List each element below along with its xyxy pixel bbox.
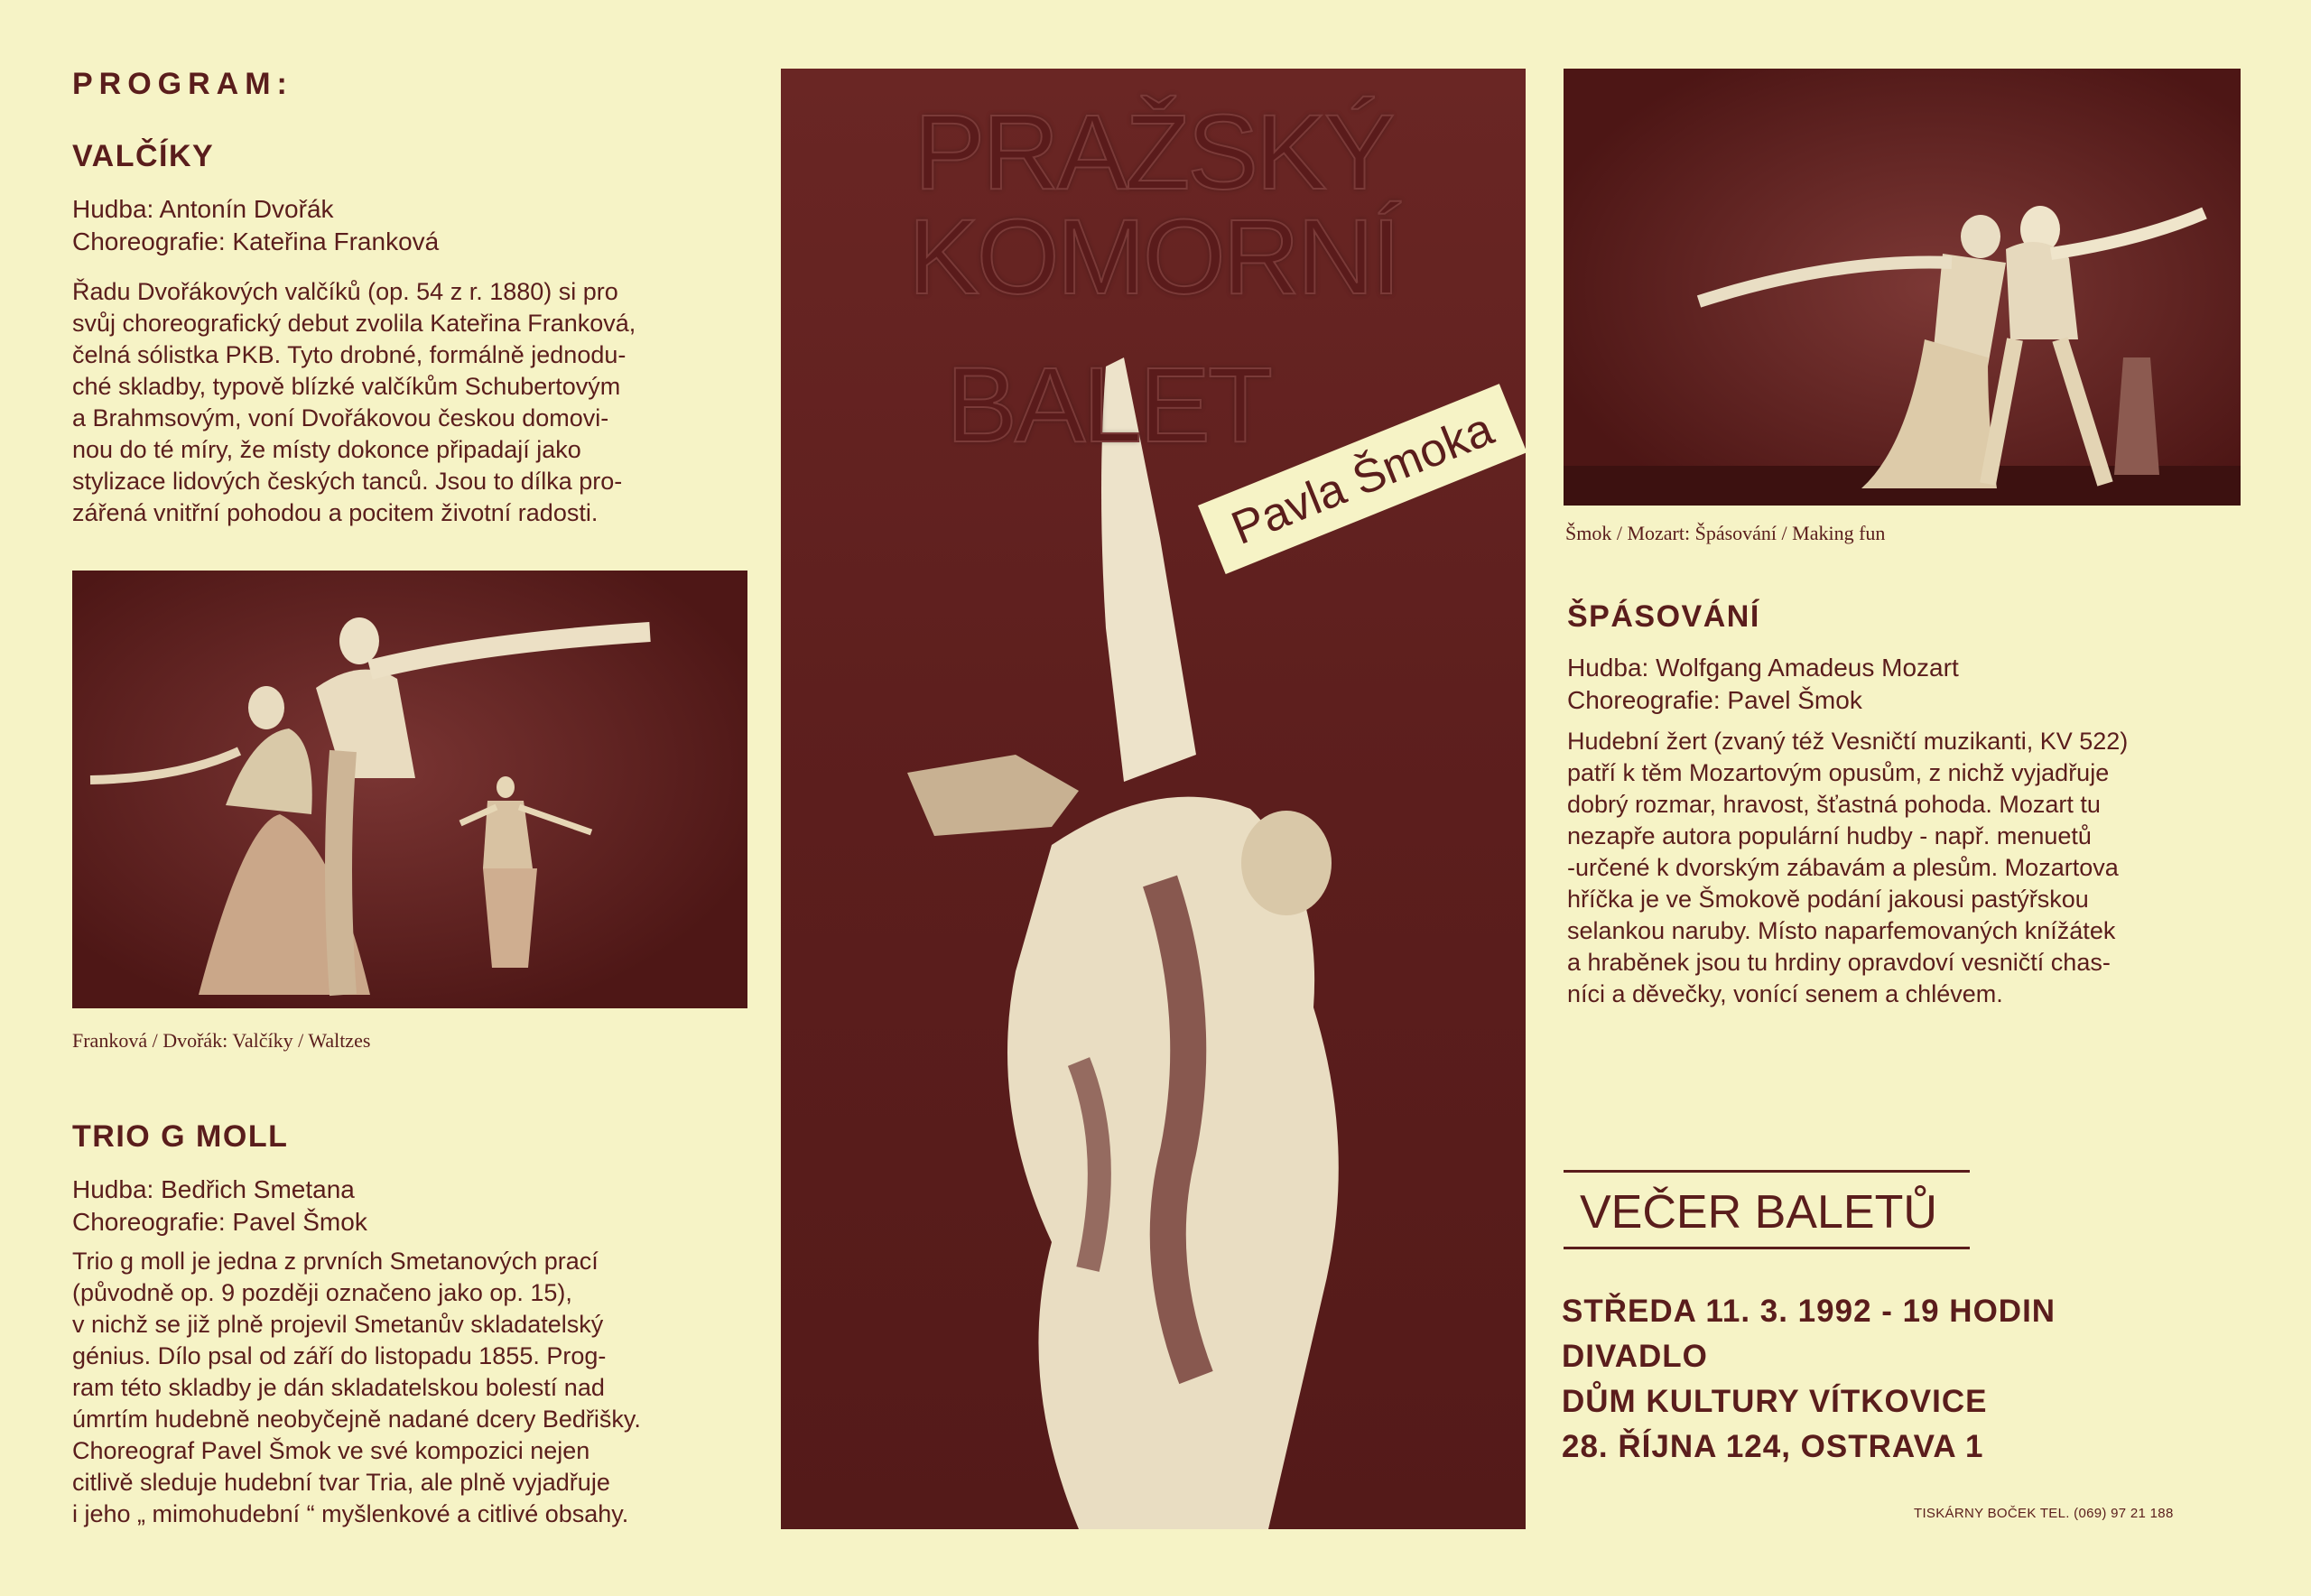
valciky-line: čelná sólistka PKB. Tyto drobné, formálně jednodu- xyxy=(72,341,626,368)
poster-panel xyxy=(781,69,1526,1529)
spasovani-line: a hraběnek jsou tu hrdiny opravdoví vesničtí chas- xyxy=(1567,949,2111,976)
evening-title: VEČER BALETŮ xyxy=(1564,1170,1970,1249)
trio-line: v nichž se již plně projevil Smetanův skladatelský xyxy=(72,1311,604,1338)
spasovani-line: Hudební žert (zvaný též Vesničtí muzikanti, KV 522) xyxy=(1567,728,2129,755)
poster-title-line-3: BALET xyxy=(946,346,1270,465)
valciky-line: stylizace lidových českých tanců. Jsou to dílka pro- xyxy=(72,468,623,495)
trio-credits xyxy=(72,1174,367,1239)
valciky-photo xyxy=(72,571,747,1008)
spasovani-photo xyxy=(1564,69,2241,506)
trio-title: TRIO G MOLL xyxy=(72,1119,289,1154)
valciky-credits xyxy=(72,193,439,258)
spasovani-credits xyxy=(1567,652,1959,717)
valciky-line: ché skladby, typově blízké valčíkům Schubertovým xyxy=(72,373,621,400)
spasovani-body xyxy=(1567,726,2128,1010)
event-address: 28. ŘÍJNA 124, OSTRAVA 1 xyxy=(1562,1429,1984,1464)
trio-line: i jeho „ mimohudební “ myšlenkové a citlivé obsahy. xyxy=(72,1500,629,1527)
valciky-line: Řadu Dvořákových valčíků (op. 54 z r. 1880) si pro xyxy=(72,278,618,305)
trio-body xyxy=(72,1246,641,1530)
event-date: STŘEDA 11. 3. 1992 - 19 HODIN xyxy=(1562,1294,2056,1329)
trio-line: úmrtím hudebně neobyčejně nadané dcery Bedřišky. xyxy=(72,1406,641,1433)
spasovani-title: ŠPÁSOVÁNÍ xyxy=(1567,599,1760,634)
spasovani-music: Hudba: Wolfgang Amadeus Mozart xyxy=(1567,654,1959,682)
valciky-line: a Brahmsovým, voní Dvořákovou českou domovi- xyxy=(72,404,609,431)
trio-music: Hudba: Bedřich Smetana xyxy=(72,1175,355,1203)
event-info xyxy=(1562,1289,2056,1470)
valciky-line: svůj choreografický debut zvolila Kateřina Franková, xyxy=(72,310,636,337)
spasovani-line: dobrý rozmar, hravost, šťastná pohoda. Mozart tu xyxy=(1567,791,2101,818)
valciky-caption: Franková / Dvořák: Valčíky / Waltzes xyxy=(72,1029,371,1052)
poster-title-line-2: KOMORNÍ xyxy=(908,198,1398,317)
valciky-music: Hudba: Antonín Dvořák xyxy=(72,195,334,223)
spasovani-line: patří k těm Mozartovým opusům, z nichž vyjadřuje xyxy=(1567,759,2110,786)
spasovani-line: níci a děvečky, vonící senem a chlévem. xyxy=(1567,980,2003,1007)
spasovani-caption: Šmok / Mozart: Špásování / Making fun xyxy=(1565,522,1886,544)
trio-line: citlivě sleduje hudební tvar Tria, ale plně vyjadřuje xyxy=(72,1469,610,1496)
spasovani-line: selankou naruby. Místo naparfemovaných knížátek xyxy=(1567,917,2116,944)
poster-banner-text: Pavla Šmoka xyxy=(1224,403,1501,555)
valciky-body xyxy=(72,276,636,529)
valciky-line: nou do té míry, že místy dokonce připadají jako xyxy=(72,436,581,463)
spasovani-line: hříčka je ve Šmokově podání jakousi pastýřskou xyxy=(1567,886,2089,913)
trio-line: ram této skladby je dán skladatelskou bolestí nad xyxy=(72,1374,605,1401)
spasovani-choreo: Choreografie: Pavel Šmok xyxy=(1567,686,1862,714)
valciky-choreo: Choreografie: Kateřina Franková xyxy=(72,227,440,255)
valciky-line: zářená vnitřní pohodou a pocitem životní radosti. xyxy=(72,499,599,526)
program-heading: PROGRAM: xyxy=(72,67,293,101)
event-venue-type: DIVADLO xyxy=(1562,1339,1708,1374)
trio-line: génius. Dílo psal od září do listopadu 1855. Prog- xyxy=(72,1342,607,1369)
trio-line: Trio g moll je jedna z prvních Smetanových prací xyxy=(72,1248,599,1275)
spasovani-line: nezapře autora populární hudby - např. menuetů xyxy=(1567,822,2092,849)
event-venue-name: DŮM KULTURY VÍTKOVICE xyxy=(1562,1384,1988,1419)
poster-title-line-1: PRAŽSKÝ xyxy=(914,93,1393,212)
trio-line: Choreograf Pavel Šmok ve své kompozici nejen xyxy=(72,1437,590,1464)
trio-line: (původně op. 9 později označeno jako op. 15), xyxy=(72,1279,572,1306)
printer-credit: TISKÁRNY BOČEK TEL. (069) 97 21 188 xyxy=(1914,1506,2174,1521)
trio-choreo: Choreografie: Pavel Šmok xyxy=(72,1208,367,1236)
valciky-title: VALČÍKY xyxy=(72,139,215,173)
spasovani-line: -určené k dvorským zábavám a plesům. Mozartova xyxy=(1567,854,2119,881)
